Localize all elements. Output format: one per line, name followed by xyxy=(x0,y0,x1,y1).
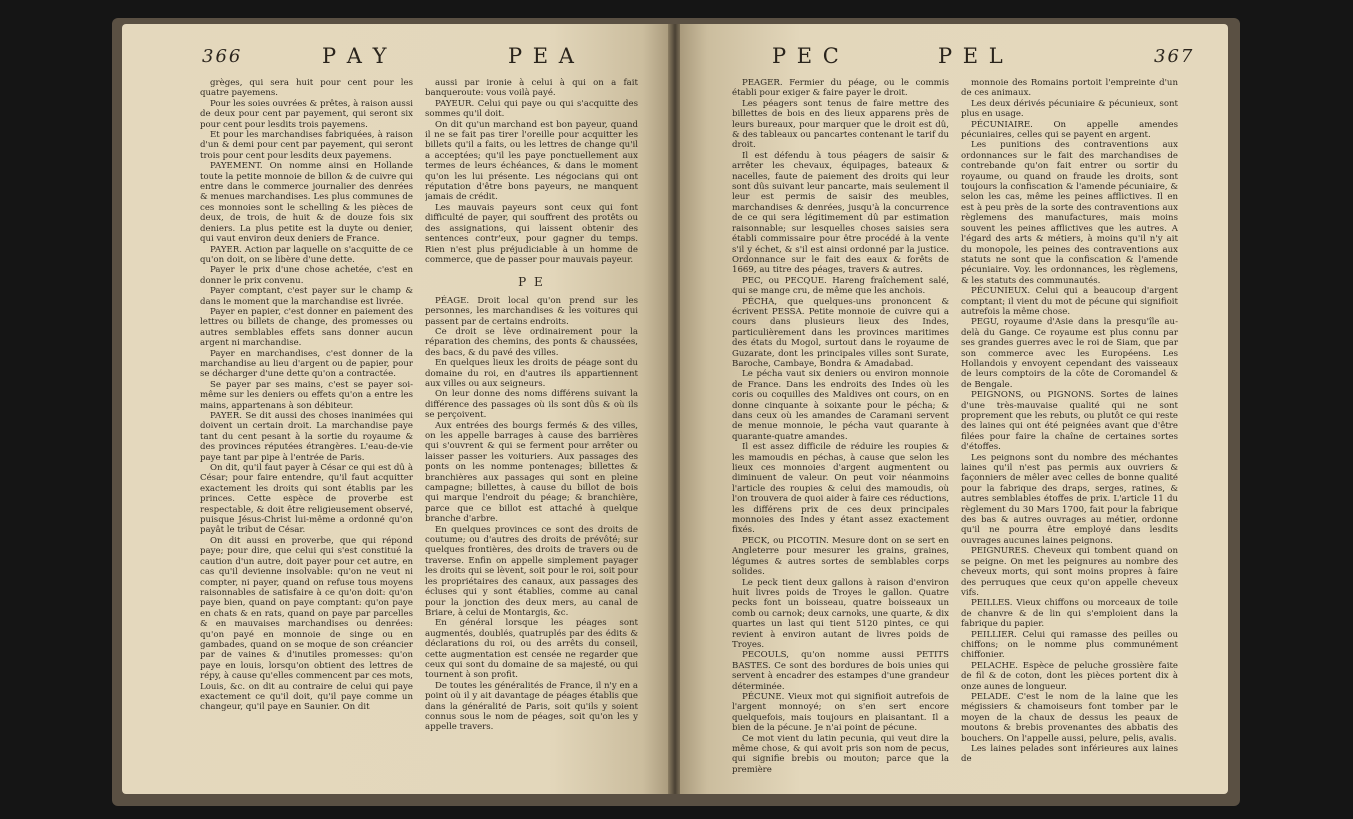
entry-paragraph: aussi par ironie à celui à qui on a fait banqueroute: vous voilà payé. xyxy=(425,78,638,99)
entry-paragraph: En quelques provinces ce sont des droits de coutume; ou d'autres des droits de prévôté; sur quelques frontières, des droits de travers ou de traverse. Enfin on appelle simplement payager les droits qui se lèvent, soit pour le roi, soit pour les propriétaires des canaux, aux passages des écluses qui y sont établies, comme au canal pour la jonction des deux mers, au canal de Briare, à celui de Montargis, &c. xyxy=(425,524,638,618)
left-page-columns xyxy=(200,78,638,784)
entry-paragraph: On leur donne des noms différens suivant la différence des passages où ils sont dûs & où ils se perçoivent. xyxy=(425,389,638,421)
left-header-term-2: P E A xyxy=(508,44,576,68)
entry-paragraph: Aux entrées des bourgs fermés & des villes, on les appelle barrages à cause des barrières qui s'ouvrent & qui se ferment pour arrêter ou laisser passer les voituriers. Aux passages des ponts on les nomme pontenages; billettes & branchières aux passages qui sont en pleine campagne; billettes, à cause du billot de bois qui marque l'endroit du péage; & branchière, parce que ce billot est attaché à quelque branche d'arbre. xyxy=(425,420,638,525)
entry-paragraph: PELADE. C'est le nom de la laine que les mégissiers & chamoiseurs font tomber par le moyen de la chaux de dessus les peaux de moutons & brebis provenantes des abbatis des bouchers. On l'appelle aussi, pelure, pelis, avalis. xyxy=(961,691,1178,744)
entry-paragraph: On dit qu'un marchand est bon payeur, quand il ne se fait pas tirer l'oreille pour acquitter les billets qu'il a faits, ou les lettres de change qu'il a acceptées; qu'il les paye ponctuellement aux termes de leurs échéances, & dans le moment qu'on les lui présente. Les négocians qui ont réputation d'être bons payeurs, ne manquent jamais de crédit. xyxy=(425,119,638,203)
entry-paragraph: PEILLIER. Celui qui ramasse des peilles ou chiffons; on le nomme plus communément chiffonier. xyxy=(961,629,1178,661)
entry-paragraph: monnoie des Romains portoit l'empreinte d'un de ces animaux. xyxy=(961,78,1178,99)
entry-paragraph: Ce droit se lève ordinairement pour la réparation des chemins, des ponts & chaussées, des bacs, & du pavé des villes. xyxy=(425,326,638,358)
entry-paragraph: Et pour les marchandises fabriquées, à raison d'un & demi pour cent par payement, qui seront trois pour cent pour lesdits deux payemens. xyxy=(200,130,413,161)
entry-paragraph: PAYEUR. Celui qui paye ou qui s'acquitte des sommes qu'il doit. xyxy=(425,98,638,120)
left-running-header xyxy=(122,44,670,74)
entry-paragraph: PÉAGE. Droit local qu'on prend sur les personnes, les marchandises & les voitures qui passent par de certains endroits. xyxy=(425,295,638,327)
entry-paragraph: PÉCHA, que quelques-uns prononcent & écrivent PESSA. Petite monnoie de cuivre qui a cours dans plusieurs lieux des Indes, particulièrement dans les provinces maritimes des états du Mogol, surtout dans le royaume de Guzarate, dont les principales villes sont Surate, Baroche, Cambaye, Bondra & Amadabad. xyxy=(732,296,949,369)
entry-paragraph: PEILLES. Vieux chiffons ou morceaux de toile de chanvre & de lin qui s'emploient dans la fabrique du papier. xyxy=(961,598,1178,630)
section-heading: P E xyxy=(518,275,545,290)
entry-paragraph: PEC, ou PECQUE. Hareng fraîchement salé, qui se mange cru, de même que les anchois. xyxy=(732,275,949,297)
entry-paragraph: De toutes les généralités de France, il n'y en a point où il y ait davantage de péages établis que dans la généralité de Paris, soit qu'ils y soient connus sous le nom de péages, soit qu'on les y appelle travers. xyxy=(425,680,638,733)
entry-paragraph: PAYER. Action par laquelle on s'acquitte de ce qu'on doit, on se libère d'une dette. xyxy=(200,244,413,265)
right-page-number: 367 xyxy=(1154,46,1195,67)
left-header-term: P A Y xyxy=(322,44,389,68)
left-page-number: 366 xyxy=(202,46,243,67)
entry-paragraph: grèges, qui sera huit pour cent pour les quatre payemens. xyxy=(200,78,413,99)
entry-paragraph: Payer le prix d'une chose achetée, c'est en donner le prix convenu. xyxy=(200,265,413,286)
left-page xyxy=(122,24,670,794)
entry-paragraph: Il est assez difficile de réduire les roupies & les mamoudis en péchas, à cause que selon les lieux ces monnoies d'argent augmentent ou diminuent de valeur. On peut voir néanmoins l'article des roupies & celui des mamoudis, où l'on trouvera de quoi aider à faire ces réductions, les différens prix de ces deux principales monnoies des Indes y étant assez exactement fixés. xyxy=(732,442,949,536)
right-column-1 xyxy=(732,78,949,784)
entry-paragraph: PEIGNURES. Cheveux qui tombent quand on se peigne. On met les peignures au nombre des cheveux morts, qui sont moins propres à faire des perruques que ceux qu'on appelle cheveux vifs. xyxy=(961,546,1178,598)
entry-paragraph: PÉCUNIEUX. Celui qui a beaucoup d'argent comptant; il vient du mot de pécune qui signifioit autrefois la même chose. xyxy=(961,286,1178,317)
entry-paragraph: Il est défendu à tous péagers de saisir & arrêter les chevaux, équipages, bateaux & nacelles, faute de paiement des droits qui leur sont dûs suivant leur pancarte, mais seulement il leur est permis de saisir des meubles, marchandises & denrées, jusqu'à la concurrence de ce qui sera légitimement dû par estimation raisonnable; sur lesquelles choses saisies sera établi commissaire pour être procédé à la vente s'il y échet, & s'il est ainsi ordonné par la justice. Ordonnance sur le fait des eaux & forêts de 1669, au titre des péages, travers & autres. xyxy=(732,150,949,276)
entry-paragraph: PECK, ou PICOTIN. Mesure dont on se sert en Angleterre pour mesurer les grains, graines, légumes & autres sortes de semblables corps solides. xyxy=(732,535,949,578)
entry-paragraph: PAYER. Se dit aussi des choses inanimées qui doivent un certain droit. La marchandise paye tant du cent pesant à la sortie du royaume & des provinces réputées étrangères. L'eau-de-vie paye tant par pipe à l'entrée de Paris. xyxy=(200,411,413,463)
right-running-header xyxy=(680,44,1228,74)
entry-paragraph: Les laines pelades sont inférieures aux laines de xyxy=(961,744,1178,765)
entry-paragraph: PEAGER. Fermier du péage, ou le commis établi pour exiger & faire payer le droit. xyxy=(732,78,949,99)
entry-paragraph: Le pécha vaut six deniers ou environ monnoie de France. Dans les endroits des Indes où les coris ou coquilles des Maldives ont cours, on en donne cinquante à soixante pour le pécha; & dans ceux où les amandes de Caramani servent de menue monnoie, le pécha vaut quarante à quarante-quatre amandes. xyxy=(732,369,949,442)
entry-paragraph: Les peignons sont du nombre des méchantes laines qu'il n'est pas permis aux ouvriers & façonniers de mêler avec celles de bonne qualité pour la fabrique des draps, serges, ratines, & autres semblables étoffes de prix. L'article 11 du règlement du 30 Mars 1700, fait pour la fabrique des bas & autres ouvrages au métier, ordonne qu'il ne pourra être employé dans lesdits ouvrages aucunes laines peignons. xyxy=(961,452,1178,546)
right-page xyxy=(680,24,1228,794)
entry-paragraph: Pour les soies ouvrées & prêtes, à raison aussi de deux pour cent par payement, qui seront six pour cent pour lesdits trois payemens. xyxy=(200,98,413,130)
entry-paragraph: Payer en papier, c'est donner en paiement des lettres ou billets de change, des promesses ou autres semblables effets sans donner aucun argent ni marchandise. xyxy=(200,306,413,349)
entry-paragraph: PEGU, royaume d'Asie dans la presqu'île au-delà du Gange. Ce royaume est plus connu par ses grandes guerres avec le roi de Siam, que par son commerce avec les Européens. Les Hollandois y envoyent cependant des vaisseaux de leurs comptoirs de la côte de Coromandel & de Bengale. xyxy=(961,317,1178,390)
entry-paragraph: Le peck tient deux gallons à raison d'environ huit livres poids de Troyes le gallon. Quatre pecks font un boisseau, quatre boisseaux un comb ou carnok; deux carnoks, une quarte, & dix quartes un last qui tient 5120 pintes, ce qui revient à environ autant de livres poids de Troyes. xyxy=(732,577,949,650)
entry-paragraph: PÉCUNIAIRE. On appelle amendes pécuniaires, celles qui se payent en argent. xyxy=(961,119,1178,141)
entry-paragraph: Les péagers sont tenus de faire mettre des billettes de bois en des lieux apparens près de leurs bureaux, pour marquer que le droit est dû, & des tableaux ou pancartes contenant le tarif du droit. xyxy=(732,98,949,151)
entry-paragraph: On dit, qu'il faut payer à César ce qui est dû à César; pour faire entendre, qu'il faut acquitter exactement les droits qui sont établis par les princes. Cette espèce de proverbe est respectable, & doit être religieusement observé, puisque Jésus-Christ lui-même a ordonné qu'on payât le tribut de César. xyxy=(200,463,413,536)
entry-paragraph: En quelques lieux les droits de péage sont du domaine du roi, en d'autres ils appartiennent aux villes ou aux seigneurs. xyxy=(425,358,638,389)
left-column-1 xyxy=(200,78,413,784)
entry-paragraph: Les deux dérivés pécuniaire & pécunieux, sont plus en usage. xyxy=(961,98,1178,120)
entry-paragraph: PÉCUNE. Vieux mot qui signifioit autrefois de l'argent monnoyé; on s'en sert encore quelquefois, mais toujours en plaisantant. Il a bien de la pécune. Je n'ai point de pécune. xyxy=(732,691,949,734)
right-header-term: P E C xyxy=(772,44,841,68)
entry-paragraph: PECOULS, qu'on nomme aussi PETITS BASTES. Ce sont des bordures de bois unies qui servent à encadrer des estampes d'une grandeur déterminée. xyxy=(732,650,949,692)
right-column-2 xyxy=(961,78,1178,784)
entry-paragraph: Les mauvais payeurs sont ceux qui font difficulté de payer, qui souffrent des protêts ou des assignations, qui laissent obtenir des sentences contr'eux, pour gagner du temps. Rien n'est plus préjudiciable à un homme de commerce, que de passer pour mauvais payeur. xyxy=(425,202,638,265)
entry-paragraph: Payer en marchandises, c'est donner de la marchandise au lieu d'argent ou de papier, pour se décharger d'une dette qu'on a contractée. xyxy=(200,348,413,380)
entry-paragraph: PAYEMENT. On nomme ainsi en Hollande toute la petite monnoie de billon & de cuivre qui entre dans le commerce journalier des denrées & menues marchandises. Les plus communes de ces monnoies sont le schelling & les pièces de deux, de trois, de huit & de douze fois six deniers. La plus petite est la duyte ou denier, qui vaut environ deux deniers de France. xyxy=(200,161,413,245)
entry-paragraph: PELACHE. Espèce de peluche grossière faite de fil & de coton, dont les pièces portent dix à onze aunes de longueur. xyxy=(961,660,1178,692)
right-header-term-2: P E L xyxy=(938,44,1005,68)
entry-paragraph: Se payer par ses mains, c'est se payer soi-même sur les deniers ou effets qu'on a entre les mains, appartenans à son débiteur. xyxy=(200,379,413,411)
entry-paragraph: PEIGNONS, ou PIGNONS. Sortes de laines d'une très-mauvaise qualité qui ne sont proprement que les rebuts, ou plutôt ce qui reste des laines qui ont été peignées avant que d'être filées pour faire la chaîne de certaines sortes d'étoffes. xyxy=(961,390,1178,453)
entry-paragraph: Les punitions des contraventions aux ordonnances sur le fait des marchandises de contrebande qu'on fait entrer ou sortir du royaume, ou quand on fraude les droits, sont toujours la confiscation & l'amende pécuniaire, & selon les cas, même les peines afflictives. Il en est à peu près de la sorte des contraventions aux règlemens des manufactures, mais moins souvent les peines afflictives que les autres. A l'égard des arts & métiers, à moins qu'il n'y ait du monopole, les peines des contraventions aux statuts ne sont que la confiscation & l'amende pécuniaire. Voy. les ordonnances, les règlemens, & les statuts des communautés. xyxy=(961,140,1178,286)
entry-paragraph: Ce mot vient du latin pecunia, qui veut dire la même chose, & qui avoit pris son nom de pecus, qui signifie brebis ou mouton; parce que la première xyxy=(732,733,949,775)
entry-paragraph: En général lorsque les péages sont augmentés, doublés, quatruplés par des édits & déclarations du roi, ou des arrêts du conseil, cette augmentation est censée ne regarder que ceux qui sont du domaine de sa majesté, ou qui tournent à son profit. xyxy=(425,618,638,681)
entry-paragraph: On dit aussi en proverbe, que qui répond paye; pour dire, que celui qui s'est constitué la caution d'un autre, doit payer pour cet autre, en cas qu'il devienne insolvable: qu'on ne veut ni compter, ni payer, quand on refuse tous moyens raisonnables de satisfaire à ce qu'on doit: qu'on paye bien, quand on paye comptant: qu'on paye en chats & en rats, quand on paye par parcelles & en mauvaises marchandises ou denrées: qu'on payé en monnoie de singe ou en gambades, quand on se moque de son créancier par de vaines & d'inutiles promesses: qu'on paye en louis, lorsqu'on obtient des lettres de répy, à cause qu'elles commencent par ces mots, Louis, &c. on dit au contraire de celui qui paye exactement ce qu'il doit, qu'il paye comme un changeur, qu'il paye en Saunier. On dit xyxy=(200,535,413,713)
right-page-columns xyxy=(732,78,1178,784)
left-column-2 xyxy=(425,78,638,784)
entry-paragraph: Payer comptant, c'est payer sur le champ & dans le moment que la marchandise est livrée. xyxy=(200,286,413,307)
